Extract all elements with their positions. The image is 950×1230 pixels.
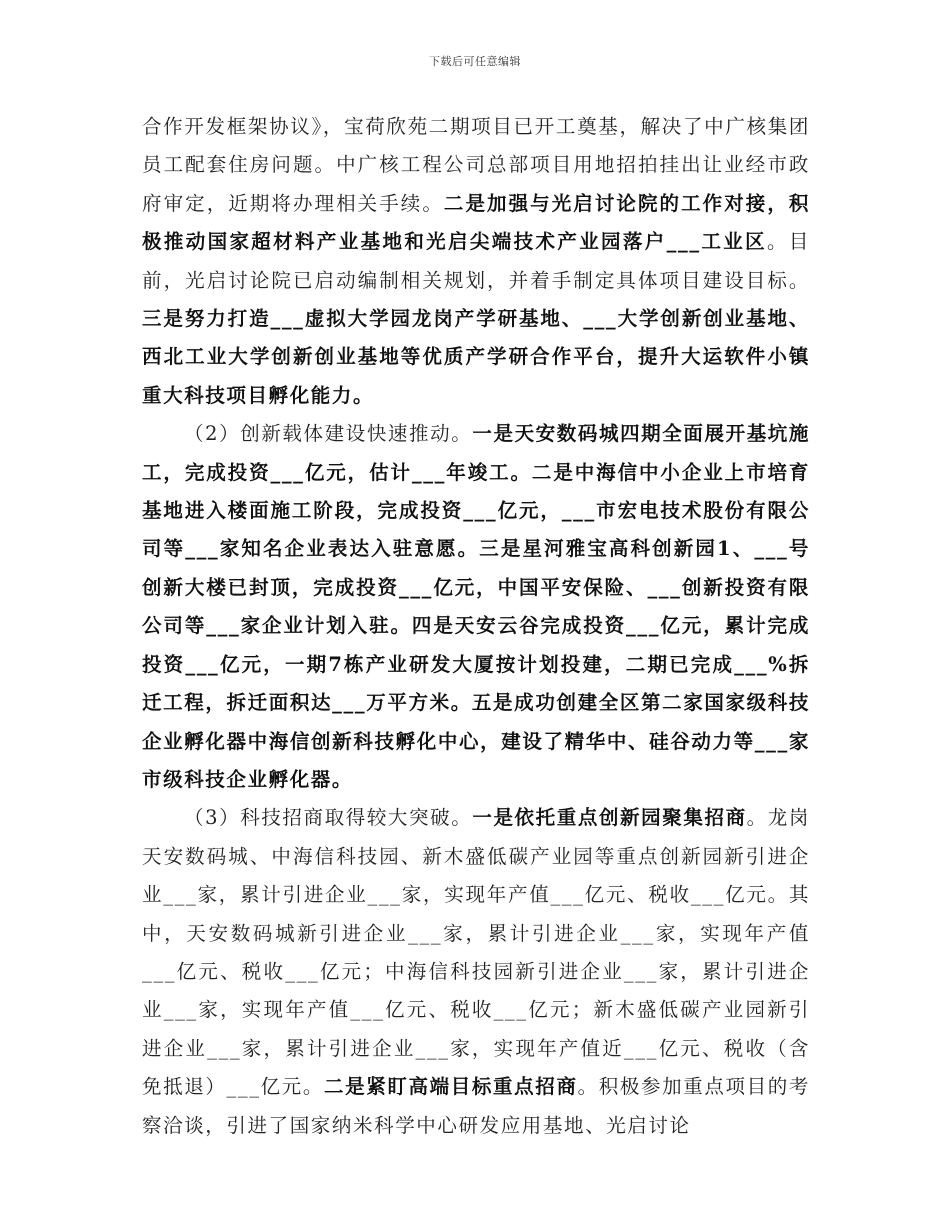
paragraph-bold-text: 二是加强与光启讨论院的工作对接，积极推动国家超材料产业基地和光启尖端技术产业园落户___工业区	[142, 191, 810, 254]
paragraph-text: 。龙岗天安数码城、中海信科技园、新木盛低碳产业园等重点创新园新引进企业___家，累计引进企业___家，实现年产值___亿元、税收___亿元。其中，天安数码城新引进企业___家，累计引进企业___家，实现年产值___亿元、税收___亿元；中海信科技园新引进企业___家，累计引进企业___家，实现年产值___亿元、税收___亿元；新木盛低碳产业园新引进企业___家，累计引进企业___家，实现年产值近___亿元、税收（含免抵退）___亿元。	[142, 806, 810, 1099]
paragraph-text: 。积极参加重点项目的考察洽谈，引进了国家纳米科学中心研发应用基地、光启讨论	[142, 1075, 810, 1137]
section-heading: （2）创新载体建设快速推动。	[184, 422, 473, 446]
paragraph-3	[142, 799, 810, 1145]
paragraph-2	[142, 415, 810, 799]
paragraph-bold-text: 二是紧盯高端目标重点招商	[324, 1075, 578, 1099]
page-header: 下载后可任意编辑	[429, 55, 521, 68]
paragraph-bold-text: 三是努力打造___虚拟大学园龙岗产学研基地、___大学创新创业基地、西北工业大学创新创业基地等优质产学研合作平台，提升大运软件小镇重大科技项目孵化能力。	[142, 307, 810, 407]
paragraph-text: 合作开发框架协议》，宝荷欣苑二期项目已开工奠基，解决了中广核集团员工配套住房问题。中广核工程公司总部项目用地招拍挂出让业经市政府审定，近期将办理相关手续。	[142, 115, 810, 215]
paragraph-text: 。目前，光启讨论院已启动编制相关规划，并着手制定具体项目建设目标。	[142, 230, 810, 292]
paragraph-1	[142, 108, 810, 415]
paragraph-bold-text: 一是依托重点创新园聚集招商	[472, 806, 747, 830]
section-heading: （3）科技招商取得较大突破。	[184, 806, 473, 830]
paragraph-bold-text: 一是天安数码城四期全面展开基坑施工，完成投资___亿元，估计___年竣工。二是中海信中小企业上市培育基地进入楼面施工阶段，完成投资___亿元，___市宏电技术股份有限公司等___家知名企业表达入驻意愿。三是星河雅宝高科创新园1、___号创新大楼已封顶，完成投资___亿元，中国平安保险、___创新投资有限公司等___家企业计划入驻。四是天安云谷完成投资___亿元，累计完成投资___亿元，一期7栋产业研发大厦按计划投建，二期已完成___%拆迁工程，拆迁面积达___万平方米。五是成功创建全区第二家国家级科技企业孵化器中海信创新科技孵化中心，建设了精华中、硅谷动力等___家市级科技企业孵化器。	[142, 422, 810, 791]
document-body	[142, 108, 810, 1145]
